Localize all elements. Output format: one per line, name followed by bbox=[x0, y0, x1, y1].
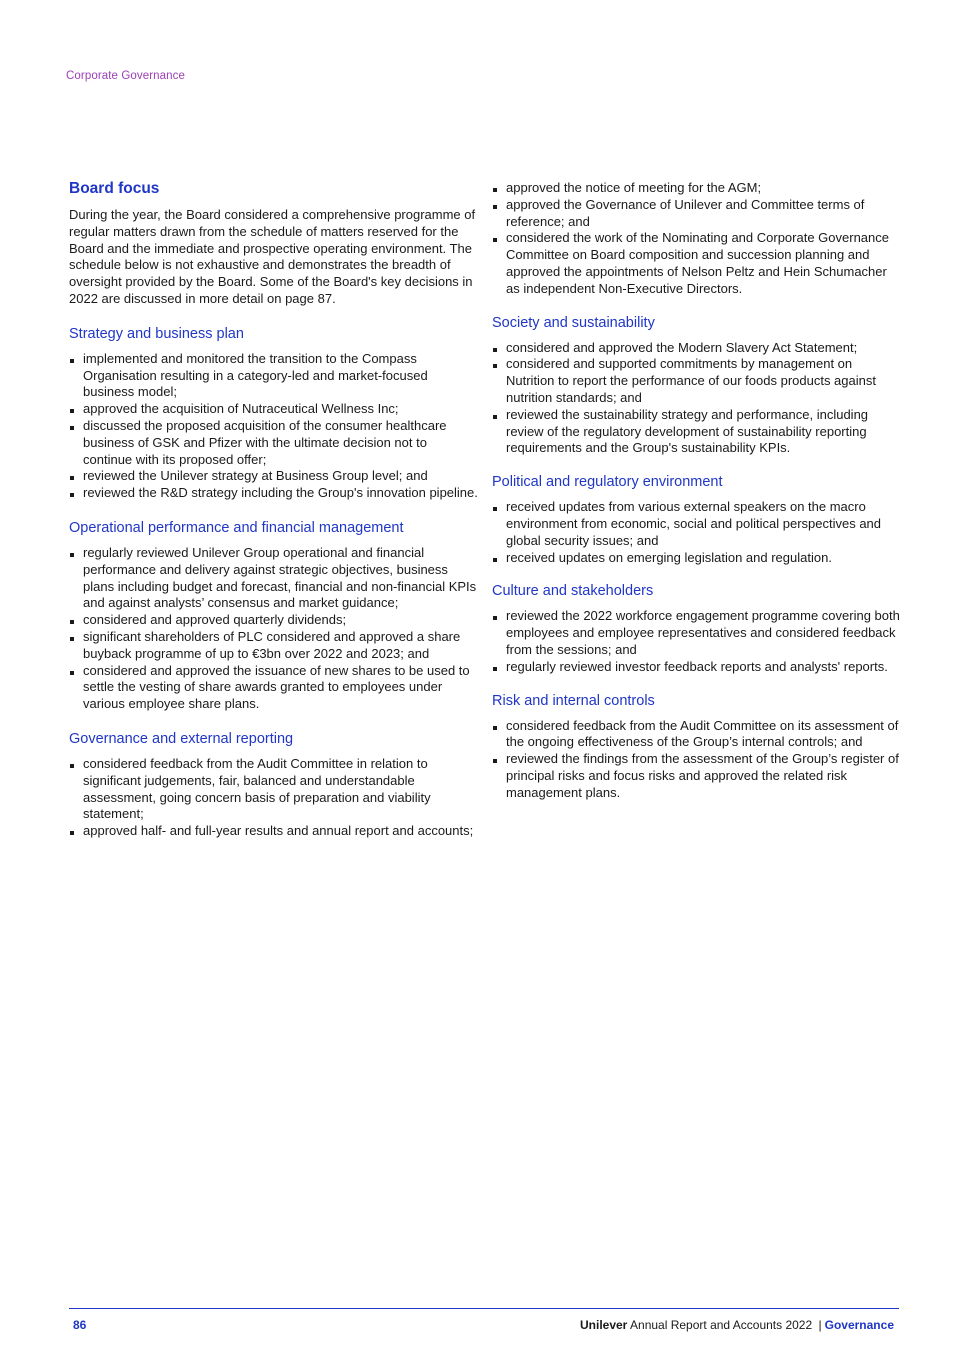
list-item: significant shareholders of PLC considered and approved a share buyback programme of up to €3bn over 2022 and 2023; and bbox=[69, 629, 479, 663]
list-item: considered the work of the Nominating and Corporate Governance Committee on Board composition and succession planning and approved the appointments of Nelson Peltz and Hein Schumacher as independent Non-Executive Directors. bbox=[492, 230, 904, 297]
footer-divider bbox=[69, 1308, 899, 1309]
heading-governance: Governance and external reporting bbox=[69, 730, 294, 747]
list-item: regularly reviewed investor feedback reports and analysts' reports. bbox=[492, 659, 904, 676]
list-item: approved the acquisition of Nutraceutical Wellness Inc; bbox=[69, 401, 479, 418]
list-item: approved the notice of meeting for the AGM; bbox=[492, 180, 904, 197]
list-item: considered and approved the issuance of new shares to be used to settle the vesting of share awards granted to employees under various employee share plans. bbox=[69, 663, 479, 713]
heading-strategy: Strategy and business plan bbox=[69, 325, 244, 342]
list-society bbox=[492, 340, 904, 458]
list-item: reviewed the sustainability strategy and performance, including review of the regulatory development of sustainability reporting requirements and the Group's sustainability KPIs. bbox=[492, 407, 904, 457]
list-item: reviewed the Unilever strategy at Business Group level; and bbox=[69, 468, 479, 485]
list-operational bbox=[69, 545, 479, 713]
list-risk bbox=[492, 718, 904, 802]
list-item: considered and supported commitments by management on Nutrition to report the performance of our foods products against nutrition standards; and bbox=[492, 356, 904, 406]
list-item: regularly reviewed Unilever Group operational and financial performance and delivery against strategic objectives, business plans including budget and forecast, financial and non-financial KPIs and against analysts’ consensus and market guidance; bbox=[69, 545, 479, 612]
list-item: implemented and monitored the transition to the Compass Organisation resulting in a category-led and market-focused business model; bbox=[69, 351, 479, 401]
list-political bbox=[492, 499, 904, 566]
list-item: considered and approved the Modern Slavery Act Statement; bbox=[492, 340, 904, 357]
left-column bbox=[69, 180, 479, 840]
list-item: considered and approved quarterly dividends; bbox=[69, 612, 479, 629]
list-item: approved half- and full-year results and annual report and accounts; bbox=[69, 823, 479, 840]
list-item: considered feedback from the Audit Committee in relation to significant judgements, fair, balanced and understandable assessment, going concern basis of preparation and viability statement; bbox=[69, 756, 479, 823]
list-item: considered feedback from the Audit Committee on its assessment of the ongoing effectiveness of the Group’s internal controls; and bbox=[492, 718, 904, 752]
list-item: discussed the proposed acquisition of the consumer healthcare business of GSK and Pfizer with the ultimate decision not to continue with its proposed offer; bbox=[69, 418, 479, 468]
list-governance bbox=[69, 756, 479, 840]
footer-section-link[interactable]: Governance bbox=[824, 1318, 894, 1332]
list-culture bbox=[492, 608, 904, 675]
list-item: received updates on emerging legislation and regulation. bbox=[492, 550, 904, 567]
intro-paragraph: During the year, the Board considered a comprehensive programme of regular matters drawn from the schedule of matters reserved for the Board and the immediate and prospective operating environment. The schedule below is not exhaustive and demonstrates the breadth of oversight provided by the Board. Some of the Board's key decisions in 2022 are discussed in more detail on page 87. bbox=[69, 207, 476, 306]
heading-culture: Culture and stakeholders bbox=[492, 583, 654, 600]
section-label: Corporate Governance bbox=[66, 70, 185, 82]
footer-title bbox=[580, 1318, 894, 1332]
footer-separator: | bbox=[818, 1318, 822, 1332]
page-number: 86 bbox=[73, 1318, 87, 1332]
list-strategy bbox=[69, 351, 479, 502]
heading-risk: Risk and internal controls bbox=[492, 692, 655, 709]
page-title: Board focus bbox=[69, 180, 160, 197]
list-item: reviewed the findings from the assessment of the Group’s register of principal risks and focus risks and approved the related risk management plans. bbox=[492, 751, 904, 801]
list-governance-continued bbox=[492, 180, 904, 298]
list-item: received updates from various external speakers on the macro environment from economic, social and political perspectives and global security issues; and bbox=[492, 499, 904, 549]
heading-society: Society and sustainability bbox=[492, 314, 655, 331]
footer-brand: Unilever bbox=[579, 1318, 628, 1332]
heading-operational: Operational performance and financial management bbox=[69, 519, 404, 536]
footer-report-title: Annual Report and Accounts 2022 bbox=[630, 1318, 813, 1332]
right-column bbox=[492, 180, 904, 802]
heading-political: Political and regulatory environment bbox=[492, 474, 723, 491]
list-item: reviewed the R&D strategy including the Group's innovation pipeline. bbox=[69, 485, 479, 502]
list-item: approved the Governance of Unilever and Committee terms of reference; and bbox=[492, 197, 904, 231]
list-item: reviewed the 2022 workforce engagement programme covering both employees and employee representatives and considered feedback from the sessions; and bbox=[492, 608, 904, 658]
